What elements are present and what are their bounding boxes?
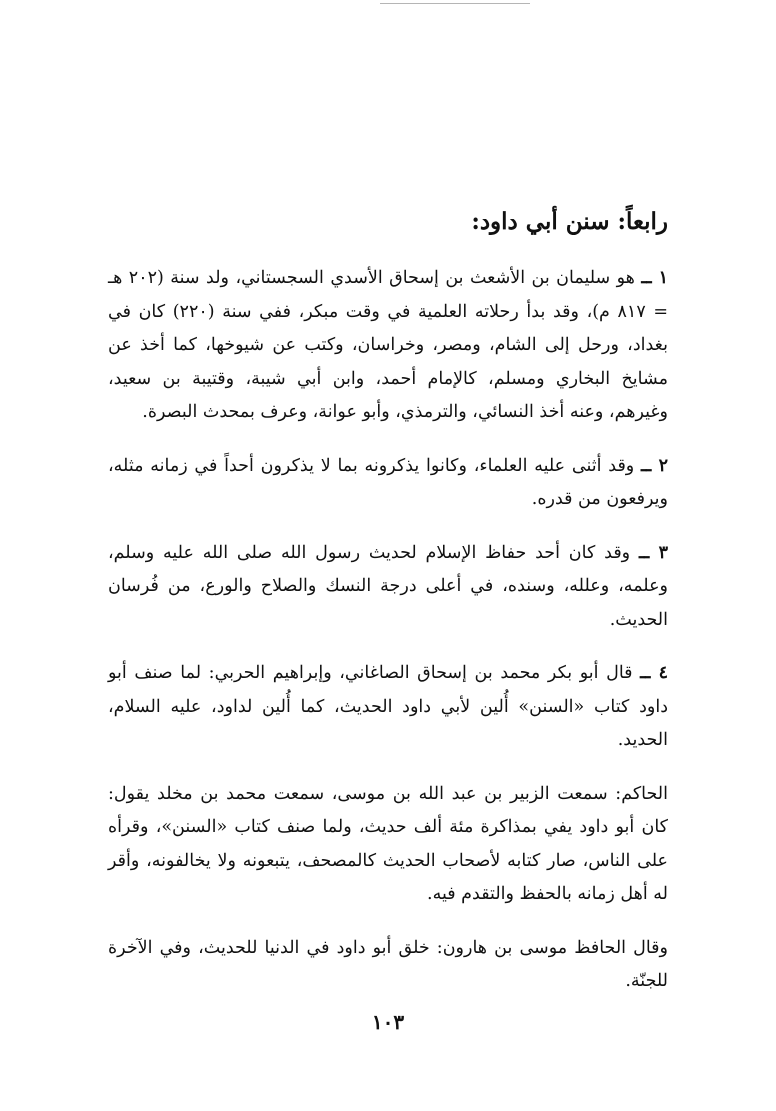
paragraph-text: وقد كان أحد حفاظ الإسلام لحديث رسول الله صلى الله عليه وسلم، وعلمه، وعلله، وسنده، في أعلى درجة النسك والصلاح والورع، من فُرسان الحديث. <box>108 542 668 630</box>
page-content <box>108 204 668 1019</box>
paragraph-6 <box>108 932 668 999</box>
paragraph-number: ٤ ــ <box>640 663 668 683</box>
paragraph-number: ٣ ــ <box>638 542 668 563</box>
paragraph-number: ١ ــ <box>641 268 668 288</box>
paragraph-4 <box>108 657 668 758</box>
top-rule <box>380 3 530 4</box>
paragraph-text: هو سليمان بن الأشعث بن إسحاق الأسدي السجستاني، ولد سنة (٢٠٢ هـ = ٨١٧ م)، وقد بدأ رحلاته العلمية في وقت مبكر، ففي سنة (٢٢٠) كان في بغداد، ورحل إلى الشام، ومصر، وخراسان، وكتب عن شيوخها، كما أخذ عن مشايخ البخاري ومسلم، كالإمام أحمد، وابن أبي شيبة، وقتيبة بن سعيد، وغيرهم، وعنه أخذ النسائي، والترمذي، وأبو عوانة، وعرف بمحدث البصرة. <box>108 268 669 422</box>
paragraph-2 <box>108 450 668 517</box>
paragraph-5 <box>108 778 668 912</box>
paragraph-number: ٢ ــ <box>641 455 668 476</box>
page-number: ١٠٣ <box>371 1010 405 1034</box>
paragraph-text: وقد أثنى عليه العلماء، وكانوا يذكرونه بما لا يذكرون أحداً في زمانه مثله، ويرفعون من قدره. <box>108 455 668 509</box>
section-heading: رابعاً: سنن أبي داود: <box>471 208 668 235</box>
paragraph-1 <box>108 262 668 430</box>
paragraph-text: الحاكم: سمعت الزبير بن عبد الله بن موسى، سمعت محمد بن مخلد يقول: كان أبو داود يفي بمذاكرة مئة ألف حديث، ولما صنف كتاب «السنن»، وقرأه على الناس، صار كتابه لأصحاب الحديث كالمصحف، يتبعونه ولا يخالفونه، وأقر له أهل زمانه بالحفظ والتقدم فيه. <box>108 783 668 904</box>
paragraph-3 <box>108 537 668 638</box>
paragraph-text: قال أبو بكر محمد بن إسحاق الصاغاني، وإبراهيم الحربي: لما صنف أبو داود كتاب «السنن» أُلين لأبي داود الحديث، كما أُلين لداود، عليه السلام، الحديد. <box>108 663 668 750</box>
paragraph-text: وقال الحافظ موسى بن هارون: خلق أبو داود في الدنيا للحديث، وفي الآخرة للجنّة. <box>108 937 668 991</box>
